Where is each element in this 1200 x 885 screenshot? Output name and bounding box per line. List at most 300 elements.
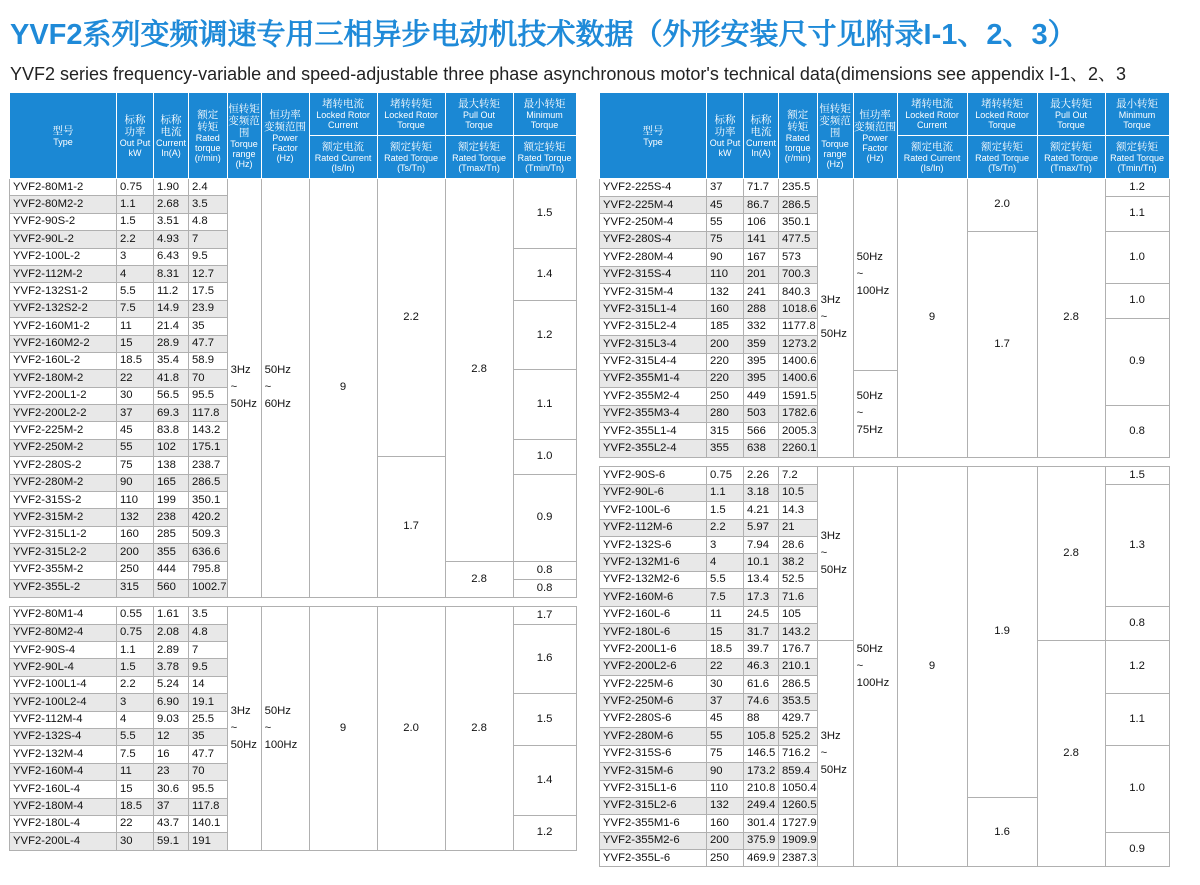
cell-min: 1.0 [513, 439, 576, 474]
cell-type: YVF2-132M2-6 [600, 571, 707, 588]
cell-power: 45 [707, 197, 744, 214]
cell-current: 201 [744, 266, 779, 283]
cell-torque: 1727.9 [779, 815, 818, 832]
cell-current: 56.5 [154, 387, 189, 404]
header-min: 最小转矩 Minimum Torque 额定转矩 Rated Torque (Tmin/Tn) [513, 93, 576, 179]
cell-current: 2.08 [154, 624, 189, 641]
cell-current: 355 [154, 544, 189, 561]
cell-current: 1.61 [154, 606, 189, 624]
cell-power: 4 [117, 265, 154, 282]
cell-current: 105.8 [744, 728, 779, 745]
page-subtitle: YVF2 series frequency-variable and speed-adjustable three phase asynchronous motor's technical data(dimensions see appendix I-1、2、3 [10, 64, 1127, 84]
cell-type: YVF2-280S-2 [10, 457, 117, 474]
cell-trange: 3Hz ~ 50Hz [227, 606, 261, 850]
cell-current: 395 [744, 353, 779, 370]
cell-torque: 35 [189, 728, 228, 745]
cell-current: 301.4 [744, 815, 779, 832]
cell-power: 3 [707, 537, 744, 554]
cell-power: 250 [117, 561, 154, 579]
cell-type: YVF2-112M-4 [10, 711, 117, 728]
cell-current: 3.18 [744, 484, 779, 501]
cell-pull: 2.8 [1037, 641, 1105, 867]
cell-power: 355 [707, 440, 744, 457]
cell-pull: 2.8 [1037, 466, 1105, 641]
header-prange: 恒功率 变频范围 Power Factor (Hz) [853, 93, 897, 179]
cell-power: 160 [707, 301, 744, 318]
cell-torque: 4.8 [189, 213, 228, 230]
cell-current: 86.7 [744, 197, 779, 214]
cell-type: YVF2-90S-4 [10, 641, 117, 658]
cell-trange: 3Hz ~ 50Hz [817, 179, 853, 458]
cell-current: 146.5 [744, 745, 779, 762]
cell-current: 6.43 [154, 248, 189, 265]
cell-min: 1.4 [513, 248, 576, 300]
cell-min: 1.4 [513, 746, 576, 816]
cell-pull: 2.8 [445, 606, 513, 850]
cell-current: 5.24 [154, 676, 189, 693]
cell-torque: 1050.4 [779, 780, 818, 797]
cell-min: 0.8 [1105, 606, 1169, 641]
cell-type: YVF2-160L-4 [10, 781, 117, 798]
cell-current: 9.03 [154, 711, 189, 728]
cell-type: YVF2-250M-2 [10, 439, 117, 456]
cell-current: 2.68 [154, 196, 189, 213]
cell-type: YVF2-250M-4 [600, 214, 707, 231]
page-title: YVF2系列变频调速专用三相异步电动机技术数据（外形安装尺寸见附录I-1、2、3） [10, 19, 1077, 51]
cell-current: 69.3 [154, 405, 189, 422]
cell-torque: 7 [189, 641, 228, 658]
cell-torque: 7.2 [779, 466, 818, 484]
cell-power: 1.5 [117, 213, 154, 230]
cell-torque: 286.5 [779, 197, 818, 214]
header-power: 标称 功率 Out Put kW [707, 93, 744, 179]
cell-power: 4 [707, 554, 744, 571]
cell-torque: 1400.6 [779, 370, 818, 387]
cell-type: YVF2-225M-4 [600, 197, 707, 214]
cell-type: YVF2-315M-4 [600, 283, 707, 300]
cell-torque: 71.6 [779, 589, 818, 606]
cell-current: 102 [154, 439, 189, 456]
cell-power: 37 [707, 693, 744, 710]
cell-current: 249.4 [744, 797, 779, 814]
cell-min: 0.9 [513, 474, 576, 561]
cell-torque: 176.7 [779, 641, 818, 658]
cell-torque: 9.5 [189, 659, 228, 676]
cell-torque: 14 [189, 676, 228, 693]
right-data-table [599, 92, 1170, 867]
header-trange: 恒转矩 变频范围 Torque range (Hz) [817, 93, 853, 179]
cell-torque: 70 [189, 370, 228, 387]
cell-power: 75 [117, 457, 154, 474]
cell-power: 110 [707, 266, 744, 283]
cell-power: 160 [117, 526, 154, 543]
cell-torque: 859.4 [779, 763, 818, 780]
cell-type: YVF2-200L1-6 [600, 641, 707, 658]
cell-min: 1.0 [1105, 231, 1169, 283]
cell-torque: 525.2 [779, 728, 818, 745]
cell-torque: 1177.8 [779, 318, 818, 335]
cell-power: 5.5 [117, 283, 154, 300]
cell-power: 315 [707, 423, 744, 440]
cell-torque: 429.7 [779, 710, 818, 727]
cell-current: 210.8 [744, 780, 779, 797]
cell-torque: 1591.5 [779, 388, 818, 405]
table-row [600, 179, 1170, 197]
cell-power: 45 [117, 422, 154, 439]
cell-ltorque: 1.7 [377, 457, 445, 597]
cell-torque: 7 [189, 231, 228, 248]
header-min: 最小转矩 Minimum Torque 额定转矩 Rated Torque (Tmin/Tn) [1105, 93, 1169, 179]
cell-torque: 21 [779, 519, 818, 536]
cell-min: 1.1 [1105, 693, 1169, 745]
cell-power: 0.55 [117, 606, 154, 624]
cell-type: YVF2-180L-6 [600, 623, 707, 640]
cell-power: 220 [707, 370, 744, 387]
cell-pull: 2.8 [445, 179, 513, 562]
cell-torque: 2005.3 [779, 423, 818, 440]
cell-type: YVF2-355L-6 [600, 850, 707, 867]
cell-ltorque: 2.0 [967, 179, 1037, 232]
cell-power: 90 [117, 474, 154, 491]
cell-type: YVF2-315L3-4 [600, 336, 707, 353]
cell-torque: 117.8 [189, 798, 228, 815]
cell-type: YVF2-355M3-4 [600, 405, 707, 422]
cell-current: 138 [154, 457, 189, 474]
cell-locked: 9 [897, 179, 967, 458]
cell-torque: 25.5 [189, 711, 228, 728]
cell-power: 0.75 [117, 624, 154, 641]
cell-power: 250 [707, 850, 744, 867]
cell-torque: 143.2 [189, 422, 228, 439]
cell-power: 11 [117, 318, 154, 335]
cell-min: 1.3 [1105, 484, 1169, 606]
cell-power: 132 [117, 509, 154, 526]
cell-current: 11.2 [154, 283, 189, 300]
cell-min: 0.9 [1105, 318, 1169, 405]
cell-torque: 35 [189, 318, 228, 335]
cell-type: YVF2-180M-4 [10, 798, 117, 815]
cell-power: 0.75 [707, 466, 744, 484]
header-locked: 堵转电流 Locked Rotor Current 额定电流 Rated Current (Is/In) [897, 93, 967, 179]
cell-torque: 23.9 [189, 300, 228, 317]
cell-torque: 477.5 [779, 231, 818, 248]
cell-current: 359 [744, 336, 779, 353]
cell-current: 449 [744, 388, 779, 405]
cell-type: YVF2-280M-6 [600, 728, 707, 745]
cell-trange: 3Hz ~ 50Hz [817, 466, 853, 641]
cell-min: 1.5 [1105, 466, 1169, 484]
cell-power: 55 [707, 214, 744, 231]
cell-type: YVF2-100L-6 [600, 502, 707, 519]
cell-power: 132 [707, 797, 744, 814]
cell-current: 566 [744, 423, 779, 440]
cell-current: 35.4 [154, 352, 189, 369]
cell-ltorque: 1.6 [967, 797, 1037, 867]
cell-type: YVF2-160M-6 [600, 589, 707, 606]
cell-type: YVF2-315M-6 [600, 763, 707, 780]
cell-torque: 1782.6 [779, 405, 818, 422]
cell-current: 288 [744, 301, 779, 318]
cell-torque: 509.3 [189, 526, 228, 543]
cell-torque: 9.5 [189, 248, 228, 265]
cell-min: 1.5 [513, 179, 576, 249]
cell-trange: 3Hz ~ 50Hz [227, 179, 261, 598]
cell-torque: 1400.6 [779, 353, 818, 370]
cell-current: 165 [154, 474, 189, 491]
cell-type: YVF2-160M1-2 [10, 318, 117, 335]
cell-type: YVF2-132M1-6 [600, 554, 707, 571]
cell-type: YVF2-315L1-2 [10, 526, 117, 543]
cell-torque: 52.5 [779, 571, 818, 588]
cell-min: 1.2 [513, 815, 576, 850]
cell-type: YVF2-132S1-2 [10, 283, 117, 300]
cell-power: 1.5 [117, 659, 154, 676]
cell-type: YVF2-355L-2 [10, 579, 117, 597]
cell-torque: 47.7 [189, 335, 228, 352]
header-current: 标称 电流 Current In(A) [154, 93, 189, 179]
cell-type: YVF2-200L2-6 [600, 658, 707, 675]
cell-type: YVF2-90S-2 [10, 213, 117, 230]
cell-current: 30.6 [154, 781, 189, 798]
cell-min: 1.2 [1105, 641, 1169, 693]
cell-type: YVF2-100L1-4 [10, 676, 117, 693]
cell-torque: 2387.3 [779, 850, 818, 867]
table-row [10, 606, 577, 624]
cell-torque: 420.2 [189, 509, 228, 526]
table-row [10, 179, 577, 196]
cell-power: 7.5 [117, 746, 154, 763]
cell-power: 160 [707, 815, 744, 832]
cell-power: 132 [707, 283, 744, 300]
cell-ltorque: 1.7 [967, 231, 1037, 457]
cell-type: YVF2-200L2-2 [10, 405, 117, 422]
cell-torque: 175.1 [189, 439, 228, 456]
cell-pull: 2.8 [1037, 179, 1105, 458]
header-type: 型号 Type [600, 93, 707, 179]
cell-power: 75 [707, 745, 744, 762]
cell-type: YVF2-355M1-6 [600, 815, 707, 832]
cell-torque: 238.7 [189, 457, 228, 474]
cell-power: 110 [707, 780, 744, 797]
cell-current: 375.9 [744, 832, 779, 849]
cell-current: 61.6 [744, 676, 779, 693]
cell-current: 638 [744, 440, 779, 457]
cell-type: YVF2-132S-6 [600, 537, 707, 554]
header-pull: 最大转矩 Pull Out Torque 额定转矩 Rated Torque (Tmax/Tn) [445, 93, 513, 179]
cell-prange: 50Hz ~ 100Hz [261, 606, 309, 850]
cell-ltorque: 2.2 [377, 179, 445, 457]
header-torque: 额定 转矩 Rated torque (r/min) [779, 93, 818, 179]
cell-torque: 10.5 [779, 484, 818, 501]
cell-current: 8.31 [154, 265, 189, 282]
cell-type: YVF2-160L-6 [600, 606, 707, 623]
cell-torque: 38.2 [779, 554, 818, 571]
cell-torque: 58.9 [189, 352, 228, 369]
cell-min: 1.2 [513, 300, 576, 370]
cell-type: YVF2-315L4-4 [600, 353, 707, 370]
cell-current: 4.21 [744, 502, 779, 519]
cell-torque: 350.1 [779, 214, 818, 231]
cell-current: 332 [744, 318, 779, 335]
cell-torque: 286.5 [189, 474, 228, 491]
cell-power: 30 [117, 387, 154, 404]
cell-min: 1.1 [1105, 197, 1169, 232]
cell-power: 2.2 [117, 676, 154, 693]
cell-torque: 2.4 [189, 179, 228, 196]
cell-power: 37 [117, 405, 154, 422]
cell-type: YVF2-180L-4 [10, 815, 117, 832]
cell-type: YVF2-90L-4 [10, 659, 117, 676]
cell-power: 55 [707, 728, 744, 745]
cell-power: 3 [117, 248, 154, 265]
cell-type: YVF2-355M2-4 [600, 388, 707, 405]
cell-type: YVF2-225M-2 [10, 422, 117, 439]
cell-type: YVF2-80M1-2 [10, 179, 117, 196]
cell-current: 4.93 [154, 231, 189, 248]
cell-current: 37 [154, 798, 189, 815]
cell-type: YVF2-100L-2 [10, 248, 117, 265]
cell-power: 7.5 [707, 589, 744, 606]
table-row [600, 466, 1170, 484]
cell-prange: 50Hz ~ 100Hz [853, 466, 897, 867]
cell-current: 560 [154, 579, 189, 597]
cell-torque: 350.1 [189, 492, 228, 509]
cell-torque: 353.5 [779, 693, 818, 710]
cell-type: YVF2-315S-4 [600, 266, 707, 283]
cell-type: YVF2-80M2-2 [10, 196, 117, 213]
cell-current: 503 [744, 405, 779, 422]
cell-min: 1.2 [1105, 179, 1169, 197]
cell-power: 1.1 [707, 484, 744, 501]
cell-power: 7.5 [117, 300, 154, 317]
cell-current: 12 [154, 728, 189, 745]
cell-current: 83.8 [154, 422, 189, 439]
cell-current: 17.3 [744, 589, 779, 606]
cell-power: 1.5 [707, 502, 744, 519]
cell-power: 11 [117, 763, 154, 780]
cell-current: 10.1 [744, 554, 779, 571]
cell-current: 106 [744, 214, 779, 231]
cell-power: 30 [117, 833, 154, 850]
cell-current: 43.7 [154, 815, 189, 832]
cell-power: 45 [707, 710, 744, 727]
cell-torque: 3.5 [189, 196, 228, 213]
cell-torque: 105 [779, 606, 818, 623]
cell-power: 0.75 [117, 179, 154, 196]
cell-type: YVF2-90L-6 [600, 484, 707, 501]
cell-current: 2.26 [744, 466, 779, 484]
cell-power: 18.5 [117, 352, 154, 369]
cell-torque: 1260.5 [779, 797, 818, 814]
cell-type: YVF2-355L1-4 [600, 423, 707, 440]
cell-min: 0.8 [513, 579, 576, 597]
cell-current: 16 [154, 746, 189, 763]
cell-type: YVF2-315M-2 [10, 509, 117, 526]
cell-current: 41.8 [154, 370, 189, 387]
cell-current: 3.78 [154, 659, 189, 676]
cell-type: YVF2-112M-6 [600, 519, 707, 536]
cell-type: YVF2-280M-2 [10, 474, 117, 491]
cell-current: 6.90 [154, 694, 189, 711]
cell-torque: 143.2 [779, 623, 818, 640]
cell-power: 200 [707, 336, 744, 353]
cell-current: 13.4 [744, 571, 779, 588]
cell-current: 3.51 [154, 213, 189, 230]
cell-power: 90 [707, 763, 744, 780]
cell-current: 285 [154, 526, 189, 543]
cell-type: YVF2-355L2-4 [600, 440, 707, 457]
cell-type: YVF2-355M-2 [10, 561, 117, 579]
cell-current: 469.9 [744, 850, 779, 867]
cell-torque: 1018.6 [779, 301, 818, 318]
cell-power: 75 [707, 231, 744, 248]
cell-current: 395 [744, 370, 779, 387]
cell-type: YVF2-112M-2 [10, 265, 117, 282]
cell-prange: 50Hz ~ 100Hz [853, 179, 897, 371]
cell-min: 0.8 [1105, 405, 1169, 457]
cell-type: YVF2-250M-6 [600, 693, 707, 710]
cell-type: YVF2-315S-6 [600, 745, 707, 762]
cell-current: 2.89 [154, 641, 189, 658]
cell-min: 1.1 [513, 370, 576, 440]
cell-type: YVF2-355M2-6 [600, 832, 707, 849]
header-power: 标称 功率 Out Put kW [117, 93, 154, 179]
cell-torque: 140.1 [189, 815, 228, 832]
cell-type: YVF2-280S-4 [600, 231, 707, 248]
cell-type: YVF2-132S-4 [10, 728, 117, 745]
cell-current: 7.94 [744, 537, 779, 554]
cell-current: 238 [154, 509, 189, 526]
cell-current: 241 [744, 283, 779, 300]
cell-power: 2.2 [117, 231, 154, 248]
cell-type: YVF2-315L1-6 [600, 780, 707, 797]
cell-power: 15 [117, 335, 154, 352]
cell-power: 4 [117, 711, 154, 728]
cell-min: 1.7 [513, 606, 576, 624]
cell-trange: 3Hz ~ 50Hz [817, 641, 853, 867]
cell-current: 444 [154, 561, 189, 579]
cell-min: 1.6 [513, 624, 576, 694]
cell-current: 71.7 [744, 179, 779, 197]
cell-torque: 235.5 [779, 179, 818, 197]
cell-power: 18.5 [117, 798, 154, 815]
cell-torque: 12.7 [189, 265, 228, 282]
cell-power: 22 [117, 370, 154, 387]
header-locked: 堵转电流 Locked Rotor Current 额定电流 Rated Current (Is/In) [309, 93, 377, 179]
cell-current: 173.2 [744, 763, 779, 780]
cell-type: YVF2-180M-2 [10, 370, 117, 387]
cell-torque: 3.5 [189, 606, 228, 624]
cell-type: YVF2-315S-2 [10, 492, 117, 509]
cell-torque: 191 [189, 833, 228, 850]
cell-torque: 2260.1 [779, 440, 818, 457]
cell-min: 0.8 [513, 561, 576, 579]
cell-power: 5.5 [707, 571, 744, 588]
cell-power: 11 [707, 606, 744, 623]
cell-type: YVF2-315L2-6 [600, 797, 707, 814]
cell-locked: 9 [309, 179, 377, 598]
cell-prange: 50Hz ~ 75Hz [853, 370, 897, 457]
cell-type: YVF2-225S-4 [600, 179, 707, 197]
header-type: 型号 Type [10, 93, 117, 179]
cell-type: YVF2-160M-4 [10, 763, 117, 780]
cell-type: YVF2-160L-2 [10, 352, 117, 369]
header-current: 标称 电流 Current In(A) [744, 93, 779, 179]
cell-torque: 795.8 [189, 561, 228, 579]
cell-pull: 2.8 [445, 561, 513, 597]
cell-power: 110 [117, 492, 154, 509]
cell-current: 23 [154, 763, 189, 780]
